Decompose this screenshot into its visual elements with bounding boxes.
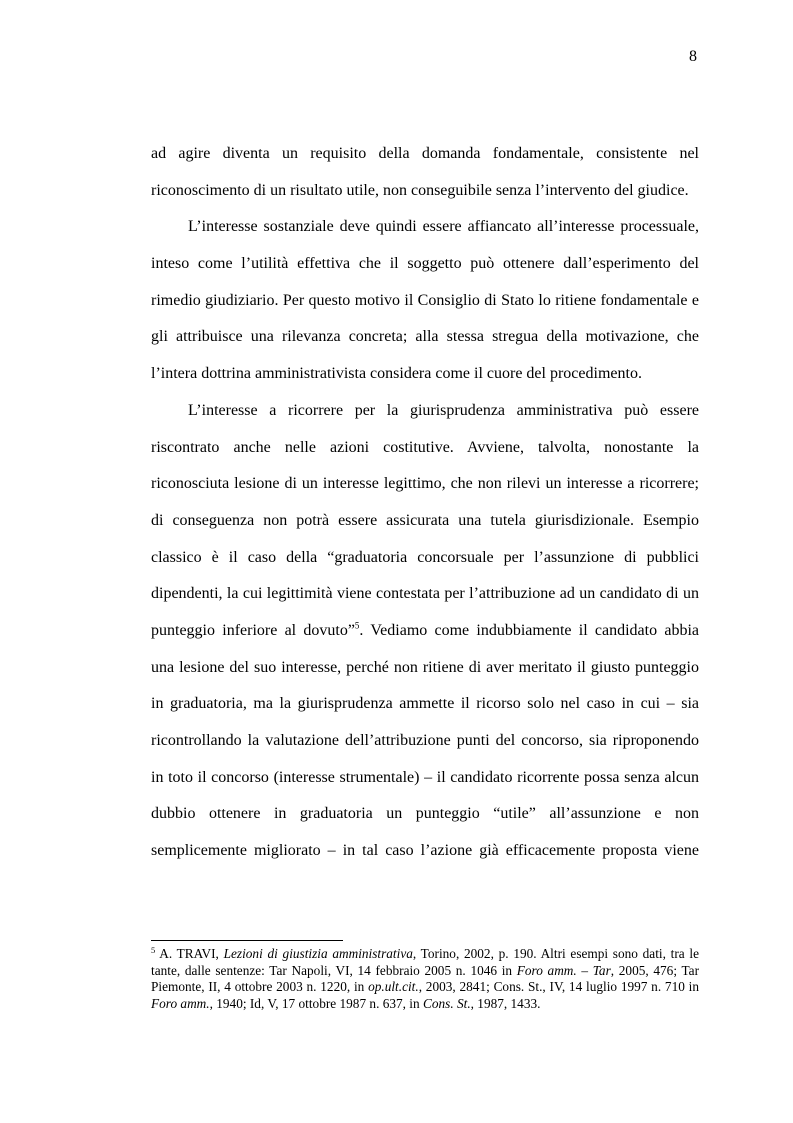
text-line: classico è il caso della “graduatoria concorsuale per l’assunzione di pubblici — [151, 548, 699, 566]
paragraph-3 — [151, 402, 699, 879]
citation-title: Foro amm. – Tar — [516, 962, 611, 978]
text-fragment: , 1940; Id, V, 17 ottobre 1987 n. 637, in — [209, 996, 423, 1012]
footnote-line — [151, 996, 699, 1013]
text-line: semplicemente migliorato – in tal caso l’azione già efficacemente proposta viene — [151, 842, 699, 860]
text-fragment: , Torino, 2002, p. 190. Altri esempi sono dati, tra le — [412, 946, 699, 961]
citation-title: Cons. St. — [422, 996, 471, 1012]
text-line: dipendenti, la cui legittimità viene contestata per l’attribuzione ad un candidato di un — [151, 585, 699, 603]
text-line: in toto il concorso (interesse strumentale) – il candidato ricorrente possa senza alcun — [151, 768, 699, 786]
text-line: gli attribuisce una rilevanza concreta; alla stessa stregua della motivazione, che — [151, 328, 699, 346]
footnote-number: 5 — [151, 945, 156, 955]
text-line: rimedio giudiziario. Per questo motivo il Consiglio di Stato lo ritiene fondamentale e — [151, 291, 699, 309]
text-line: riconoscimento di un risultato utile, non conseguibile senza l’intervento del giudice. — [151, 181, 689, 199]
footnote-line — [151, 979, 699, 996]
text-fragment: , 2003, 2841; Cons. St., IV, 14 luglio 1997 n. 710 in — [418, 979, 699, 995]
page-number: 8 — [689, 48, 697, 65]
text-line: di conseguenza non potrà essere assicurata una tutela giurisdizionale. Esempio — [151, 511, 699, 529]
footnote-line — [151, 963, 699, 980]
citation-title: Lezioni di giustizia amministrativa — [223, 946, 413, 961]
paragraph-1 — [151, 145, 699, 218]
text-line: ricontrollando la valutazione dell’attribuzione punti del concorso, sia riproponendo — [151, 732, 699, 749]
body-text — [151, 145, 699, 879]
text-fragment: A. TRAVI, — [155, 946, 224, 961]
text-line: ad agire diventa un requisito della domanda fondamentale, consistente nel — [151, 145, 699, 162]
text-line: dubbio ottenere in graduatoria un punteggio “utile” all’assunzione e non — [151, 805, 699, 823]
text-line: l’intera dottrina amministrativista considera come il cuore del procedimento. — [151, 365, 642, 383]
text-line: inteso come l’utilità effettiva che il soggetto può ottenere dall’esperimento del — [151, 255, 699, 273]
footnote-5 — [151, 946, 699, 1013]
citation-title: Foro amm. — [151, 996, 210, 1012]
text-line: in graduatoria, ma la giurisprudenza ammette il ricorso solo nel caso in cui – sia — [151, 695, 699, 713]
text-line: riconosciuta lesione di un interesse legittimo, che non rilevi un interesse a ricorrere; — [151, 475, 699, 493]
footnote-separator — [151, 940, 343, 941]
text-line-with-footnote-ref — [151, 622, 699, 659]
text-line: L’interesse sostanziale deve quindi essere affiancato all’interesse processuale, — [188, 218, 699, 236]
footnote-reference[interactable]: 5 — [354, 620, 360, 631]
text-fragment: Piemonte, II, 4 ottobre 2003 n. 1220, in — [151, 979, 369, 995]
text-line: riscontrato anche nelle azioni costitutive. Avviene, talvolta, nonostante la — [151, 438, 699, 456]
paragraph-2 — [151, 218, 699, 401]
citation-title: op.ult.cit. — [368, 979, 419, 995]
footnote-line — [151, 946, 699, 963]
text-fragment: . Vediamo come indubbiamente il candidato abbia — [359, 621, 699, 639]
text-line: L’interesse a ricorrere per la giurisprudenza amministrativa può essere — [188, 401, 699, 419]
text-fragment: punteggio inferiore al dovuto” — [151, 621, 355, 639]
text-fragment: , 2005, 476; Tar — [610, 962, 699, 978]
text-line: una lesione del suo interesse, perché non ritiene di aver meritato il giusto punteggio — [151, 658, 699, 676]
text-fragment: tante, dalle sentenze: Tar Napoli, VI, 14 febbraio 2005 n. 1046 in — [151, 962, 517, 978]
text-fragment: , 1987, 1433. — [470, 996, 541, 1012]
